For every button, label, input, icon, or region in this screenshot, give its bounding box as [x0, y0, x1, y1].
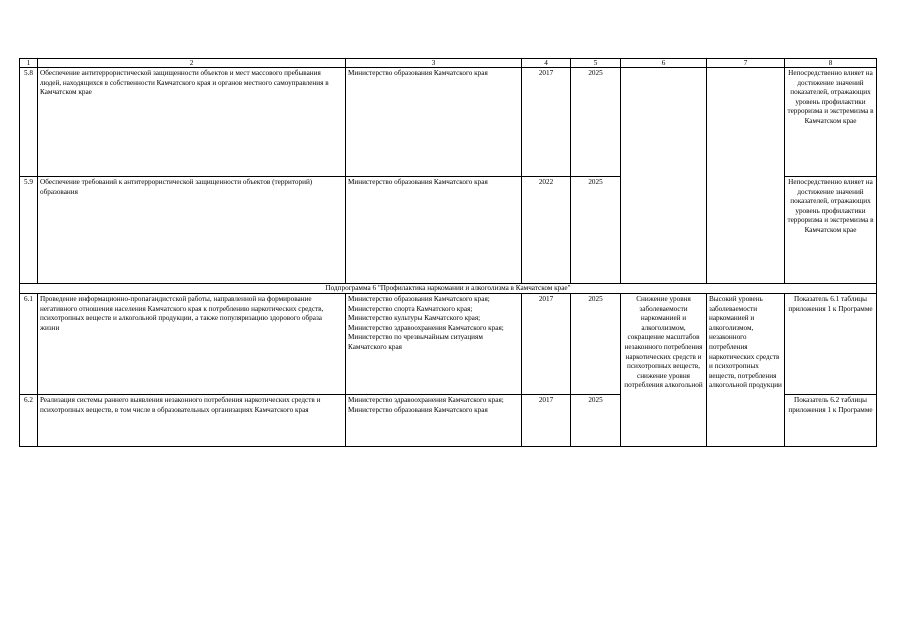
end-year-cell: 2025	[571, 394, 621, 446]
end-year-cell: 2025	[571, 294, 621, 395]
activity-cell: Проведение информационно-пропагандистской работы, направленной на формирование негативного отношения населения Камчатского края к потреблению наркотических средств, психотропных веществ и алкогольной продукции, а также популяризацию здорового образа жизни	[38, 294, 346, 395]
executor-line: Министерство здравоохранения Камчатского края;	[348, 395, 504, 404]
result-cell-empty	[621, 68, 707, 284]
consequence-cell	[707, 294, 785, 447]
table-row	[20, 294, 877, 395]
executor-line: Министерство по чрезвычайным ситуациям Камчатского края	[348, 333, 483, 351]
header-cell: 2	[38, 59, 346, 68]
row-number: 5.9	[20, 177, 38, 284]
subprogram-title: Подпрограмма 6 "Профилактика наркомании и алкоголизма в Камчатском крае"	[20, 284, 877, 294]
indicator-cell: Показатель 6.2 таблицы приложения 1 к Программе	[785, 394, 877, 446]
executor-cell: Министерство образования Камчатского края	[346, 177, 522, 284]
row-number: 6.1	[20, 294, 38, 395]
row-number: 5.8	[20, 68, 38, 177]
start-year-cell: 2022	[522, 177, 571, 284]
header-row	[20, 59, 877, 68]
header-cell: 1	[20, 59, 38, 68]
program-table	[19, 58, 877, 447]
row-number: 6.2	[20, 394, 38, 446]
indicator-cell: Непосредственно влияет на достижение значений показателей, отражающих уровень профилактики терроризма и экстремизма в Камчатском крае	[785, 68, 877, 177]
activity-cell: Обеспечение антитеррористической защищенности объектов и мест массового пребывания людей, находящихся в собственности Камчатского края и органов местного самоуправления в Камчатском крае	[38, 68, 346, 177]
start-year-cell: 2017	[522, 394, 571, 446]
executor-cell	[346, 294, 522, 395]
indicator-cell: Непосредственно влияет на достижение значений показателей, отражающих уровень профилактики терроризма и экстремизма в Камчатском крае	[785, 177, 877, 284]
start-year-cell: 2017	[522, 68, 571, 177]
header-cell: 3	[346, 59, 522, 68]
executor-line: Министерство здравоохранения Камчатского края;	[348, 323, 504, 332]
executor-cell: Министерство образования Камчатского края	[346, 68, 522, 177]
start-year-cell: 2017	[522, 294, 571, 395]
executor-line: Министерство спорта Камчатского края;	[348, 304, 473, 313]
executor-cell	[346, 394, 522, 446]
subprogram-row	[20, 284, 877, 294]
indicator-cell: Показатель 6.1 таблицы приложения 1 к Программе	[785, 294, 877, 395]
header-cell: 5	[571, 59, 621, 68]
executor-line: Министерство культуры Камчатского края;	[348, 314, 481, 323]
header-cell: 7	[707, 59, 785, 68]
result-text: Снижение уровня заболеваемости наркоманией и алкоголизмом, сокращение масштабов незаконного потребления наркотических средств и психотропных веществ, снижение уровня потребления алкогольной	[624, 295, 703, 390]
result-cell	[621, 294, 707, 447]
end-year-cell: 2025	[571, 68, 621, 177]
consequence-text: Высокий уровень заболеваемости наркоманией и алкоголизмом, незаконного потребления наркотических средств и психотропных веществ, потребления алкогольной продукции	[709, 295, 782, 390]
executor-line: Министерство образования Камчатского края;	[348, 295, 490, 303]
consequence-cell-empty	[707, 68, 785, 284]
activity-cell: Реализация системы раннего выявления незаконного потребления наркотических средств и психотропных веществ, в том числе в образовательных организациях Камчатского края	[38, 394, 346, 446]
end-year-cell: 2025	[571, 177, 621, 284]
header-cell: 6	[621, 59, 707, 68]
header-cell: 4	[522, 59, 571, 68]
header-cell: 8	[785, 59, 877, 68]
executor-line: Министерство образования Камчатского края	[348, 405, 488, 414]
activity-cell: Обеспечение требований к антитеррористической защищенности объектов (территорий) образования	[38, 177, 346, 284]
table-row	[20, 68, 877, 177]
